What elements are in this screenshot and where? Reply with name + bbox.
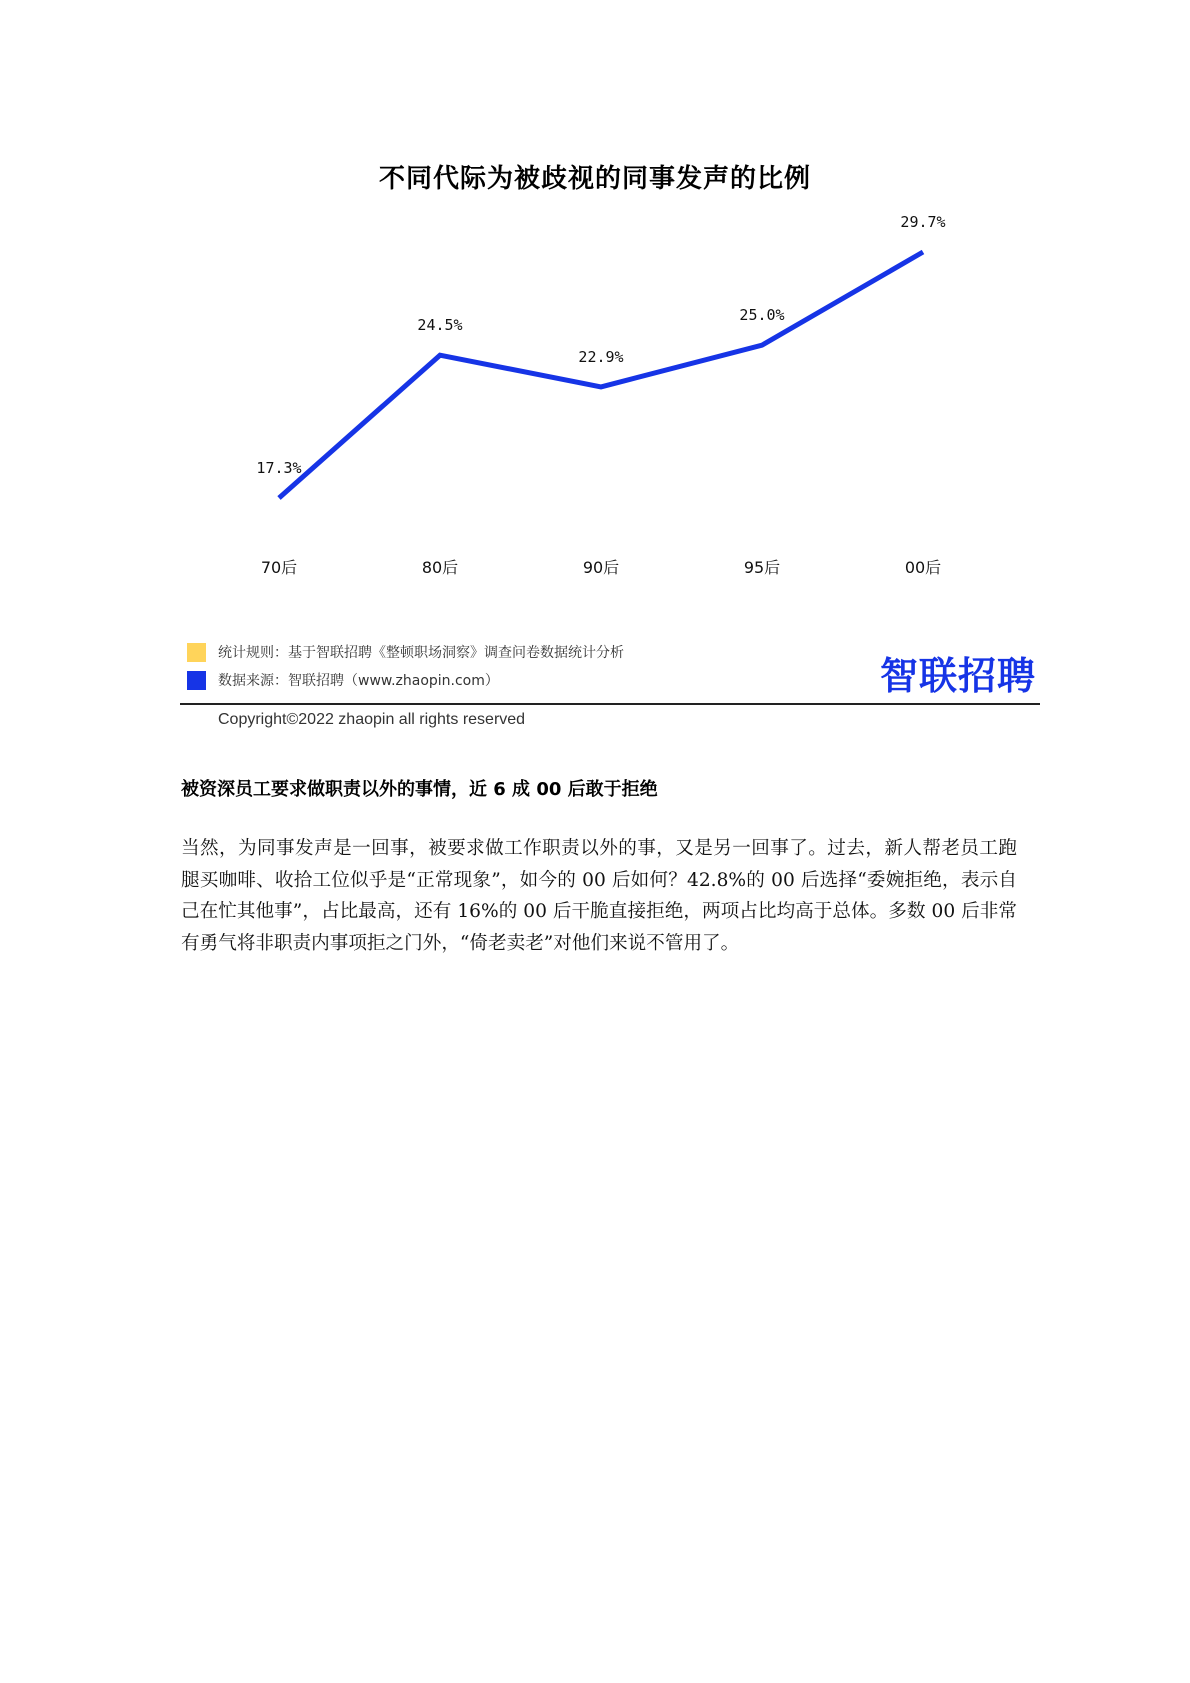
x-tick-label: 95后 [743,558,781,577]
series-line [279,252,923,498]
legend-source [187,670,499,690]
legend-rule-swatch [187,643,206,662]
data-label: 22.9% [578,347,624,366]
chart-title: 不同代际为被歧视的同事发声的比例 [378,164,811,194]
legend-rule-text: 统计规则：基于智联招聘《整顿职场洞察》调查问卷数据统计分析 [218,645,624,661]
line-chart [0,0,1190,620]
article-heading: 被资深员工要求做职责以外的事情，近 6 成 00 后敢于拒绝 [181,779,658,800]
copyright-text: Copyright©2022 zhaopin all rights reserved [218,711,526,728]
zhaopin-logo: 智联招聘 [880,654,1037,698]
legend-source-swatch [187,671,206,690]
data-label: 24.5% [417,316,463,335]
data-label: 29.7% [900,213,946,231]
legend-source-text: 数据来源：智联招聘（www.zhaopin.com） [218,673,499,689]
legend-rule [187,642,624,662]
x-tick-label: 90后 [582,558,620,577]
x-tick-label: 70后 [260,558,298,577]
article-paragraph: 当然，为同事发声是一回事，被要求做工作职责以外的事，又是另一回事了。过去，新人帮老员工跑腿买咖啡、收拾工位似乎是“正常现象”，如今的 00 后如何？42.8%的 00 后选择“委婉拒绝，表示自己在忙其他事”，占比最高，还有 16%的 00 后干脆直接拒绝，两项占比均高于总体。多数 00 后非常有勇气将非职责内事项拒之门外，“倚老卖老”对他们来说不管用了。 [181,838,1017,954]
x-tick-label: 80后 [421,558,459,577]
data-label: 25.0% [739,306,785,325]
data-label: 17.3% [256,459,302,477]
x-tick-label: 00后 [904,558,942,577]
divider [180,703,1040,705]
